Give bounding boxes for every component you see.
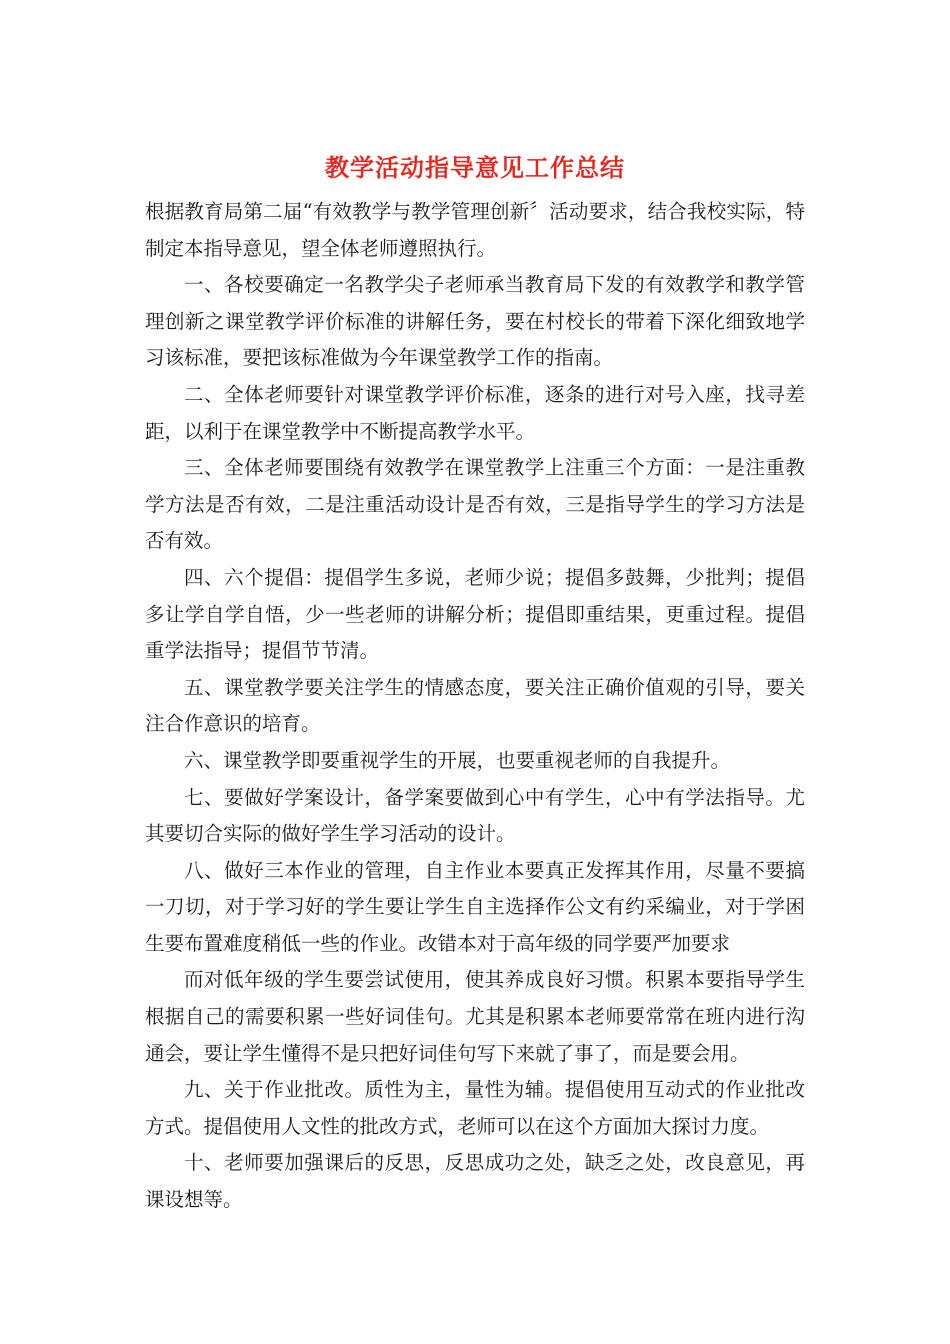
paragraph-item-1: 一、各校要确定一名教学尖子老师承当教育局下发的有效教学和教学管理创新之课堂教学评价标准的讲解任务，要在村校长的带着下深化细致地学习该标准，要把该标准做为今年课堂教学工作的指南。 (145, 273, 805, 370)
paragraph-item-3: 三、全体老师要围绕有效教学在课堂教学上注重三个方面：一是注重教学方法是否有效，二是注重活动设计是否有效，三是指导学生的学习方法是否有效。 (145, 456, 805, 553)
paragraph-item-4: 四、六个提倡：提倡学生多说，老师少说；提倡多鼓舞，少批判；提倡多让学自学自悟，少一些老师的讲解分析；提倡即重结果，更重过程。提倡重学法指导；提倡节节清。 (145, 565, 805, 663)
document-body (145, 194, 805, 1219)
document-title: 教学活动指导意见工作总结 (325, 153, 625, 182)
intro-paragraph: 根据教育局第二届“有效教学与教学管理创新〞活动要求，结合我校实际，特制定本指导意见，望全体老师遵照执行。 (145, 200, 805, 260)
paragraph-item-7: 七、要做好学案设计，备学案要做到心中有学生，心中有学法指导。尤其要切合实际的做好学生学习活动的设计。 (145, 785, 805, 846)
paragraph-item-8: 八、做好三本作业的管理，自主作业本要真正发挥其作用，尽量不要搞一刀切，对于学习好的学生要让学生自主选择作公文有约采编业，对于学困生要布置难度稍低一些的作业。改错本对于高年级的同学要严加要求 (145, 858, 805, 955)
paragraph-item-2: 二、全体老师要针对课堂教学评价标准，逐条的进行对号入座，找寻差距，以利于在课堂教学中不断提高教学水平。 (145, 382, 805, 443)
paragraph-item-10: 十、老师要加强课后的反思，反思成功之处，缺乏之处，改良意见，再课设想等。 (145, 1151, 805, 1212)
paragraph-item-5: 五、课堂教学要关注学生的情感态度，要关注正确价值观的引导，要关注合作意识的培育。 (145, 675, 805, 736)
paragraph-item-8-continued: 而对低年级的学生要尝试使用，使其养成良好习惯。积累本要指导学生根据自己的需要积累一些好词佳句。尤其是积累本老师要常常在班内进行沟通会，要让学生懂得不是只把好词佳句写下来就了事了，而是要会用。 (145, 968, 805, 1065)
paragraph-item-9: 九、关于作业批改。质性为主，量性为辅。提倡使用互动式的作业批改方式。提倡使用人文性的批改方式，老师可以在这个方面加大探讨力度。 (145, 1078, 805, 1138)
paragraph-item-6: 六、课堂教学即要重视学生的开展，也要重视老师的自我提升。 (184, 748, 731, 772)
